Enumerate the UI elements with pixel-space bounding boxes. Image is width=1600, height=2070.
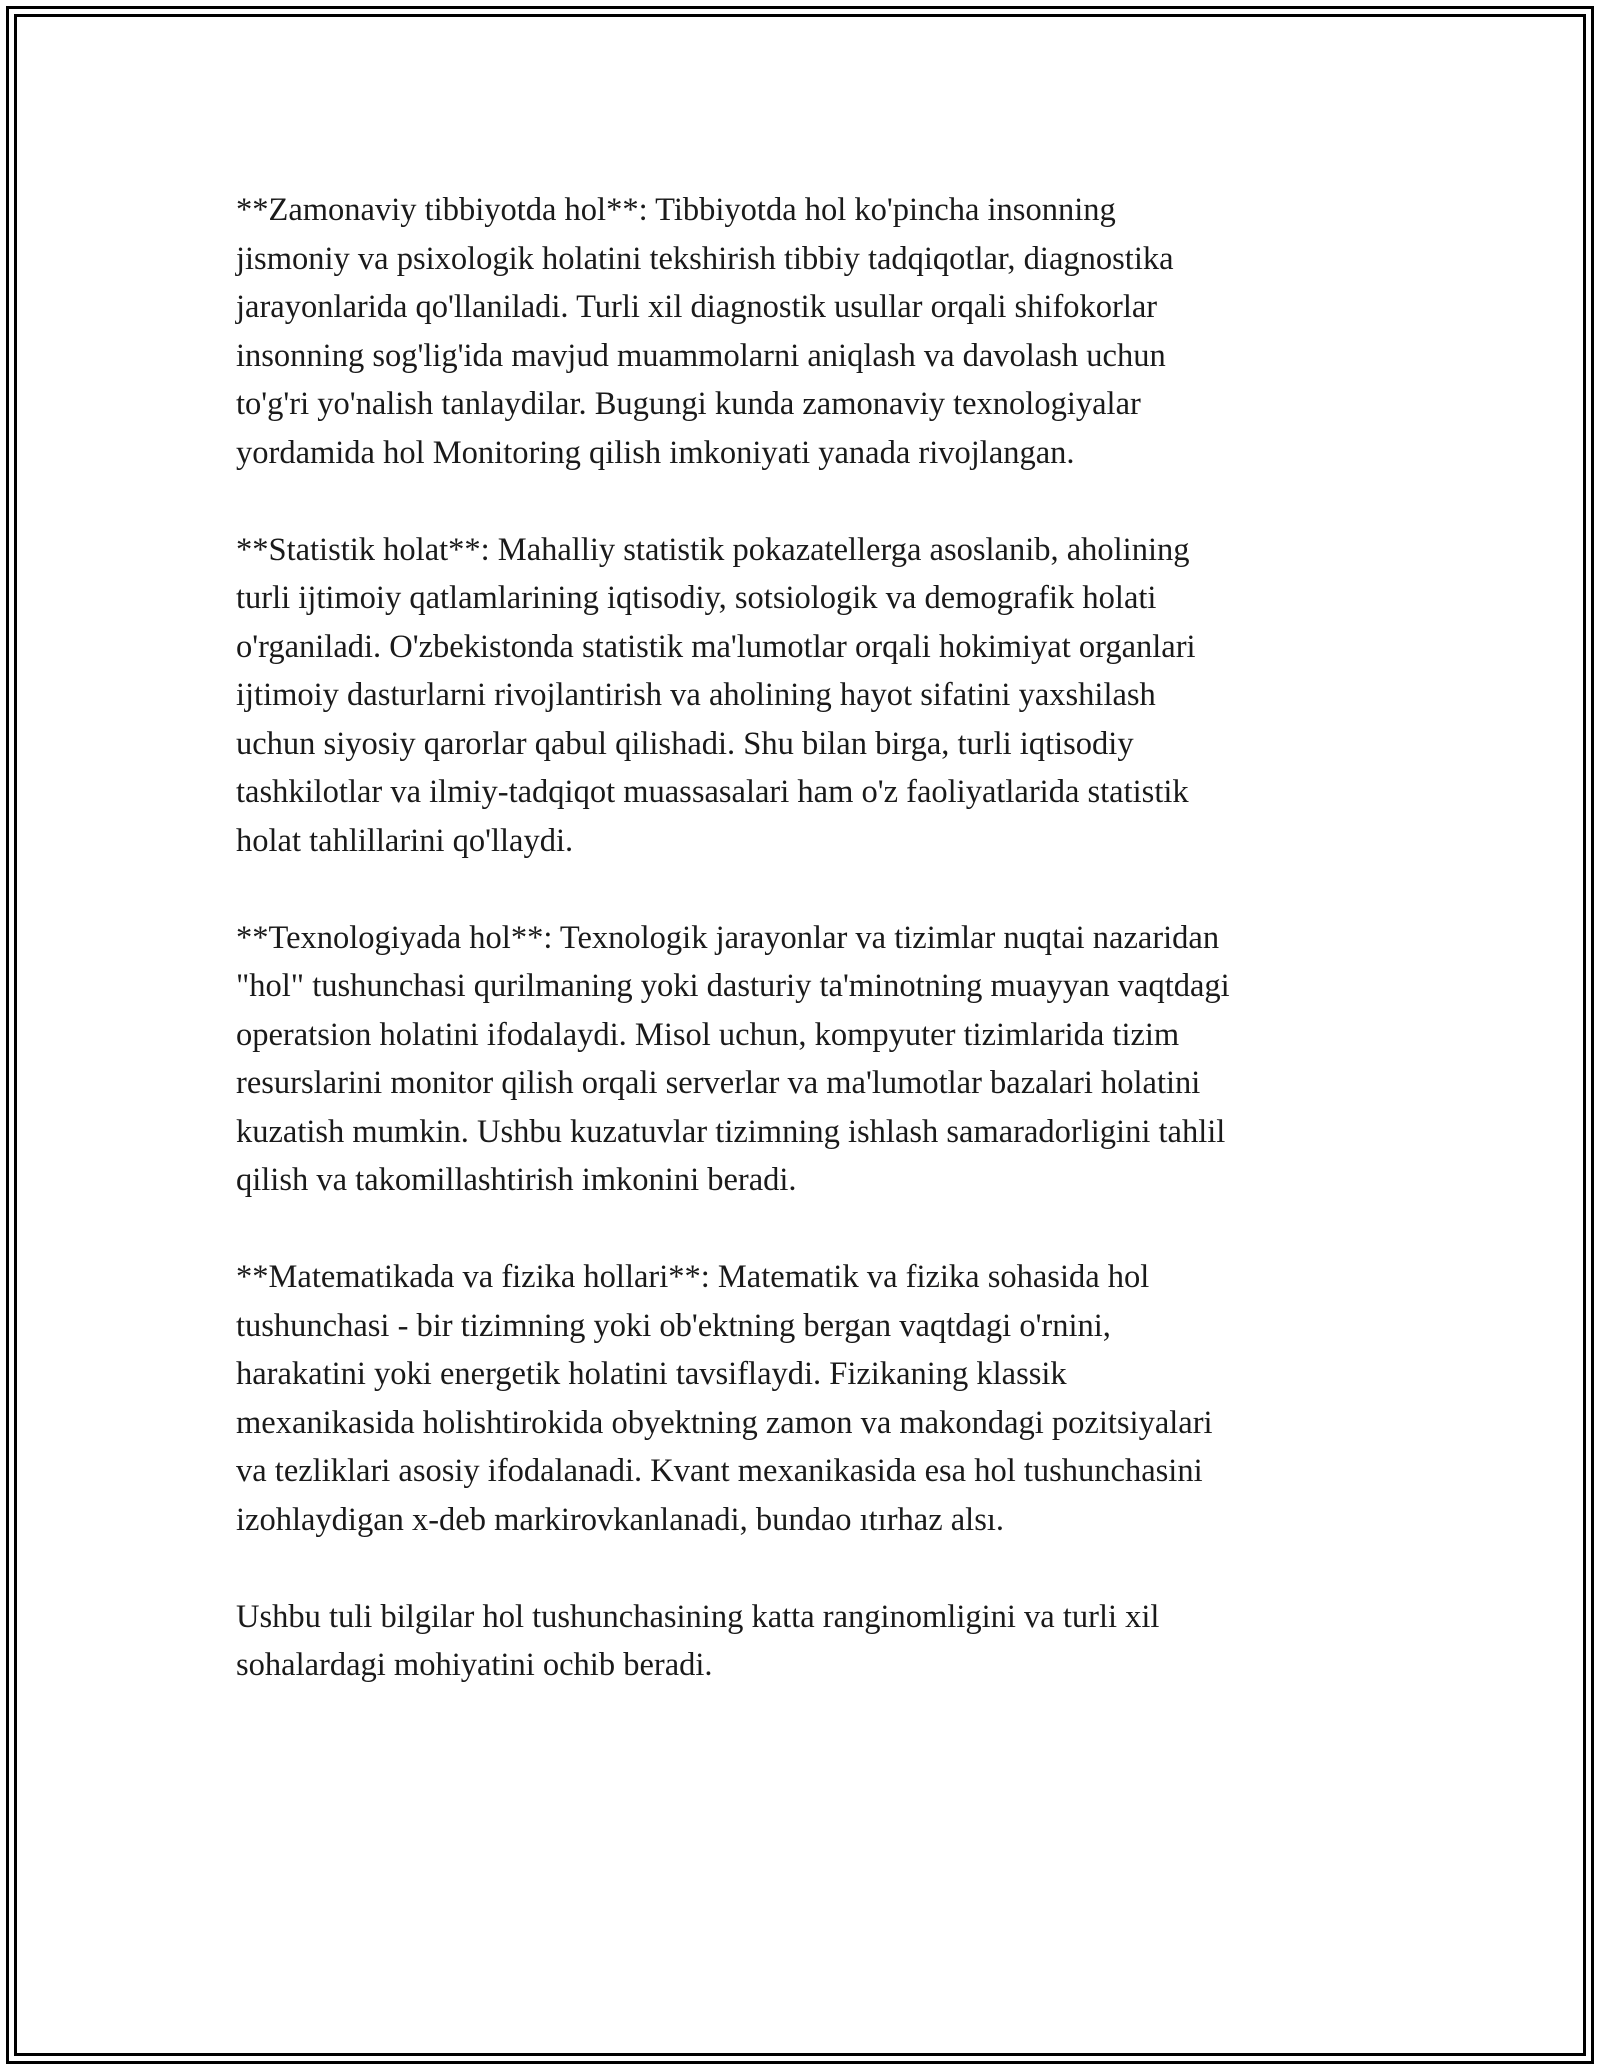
paragraph-conclusion: Ushbu tuli bilgilar hol tushunchasining katta ranginomligini va turli xil sohalardagi mohiyatini ochib beradi. [236,1598,1160,1683]
paragraph-statistics: **Statistik holat**: Mahalliy statistik pokazatellerga asoslanib, aholining turli ijtimoiy qatlamlarining iqtisodiy, sotsiologik va demografik holati o'rganiladi. O'zbekistonda statistik ma'lumotlar orqali hokimiyat organlari ijtimoiy dasturlarni rivojlantirish va aholining hayot sifatini yaxshilash uchun siyosiy qarorlar qabul qilishadi. Shu bilan birga, turli iqtisodiy tashkilotlar va ilmiy-tadqiqot muassasalari ham o'z faoliyatlarida statistik holat tahlillarini qo'llaydi. [236,531,1196,859]
document-body [236,186,1376,1738]
paragraph-technology: **Texnologiyada hol**: Texnologik jarayonlar va tizimlar nuqtai nazaridan "hol" tushunchasi qurilmaning yoki dasturiy ta'minotning muayyan vaqtdagi operatsion holatini ifodalaydi. Misol uchun, kompyuter tizimlarida tizim resurslarini monitor qilish orqali serverlar va ma'lumotlar bazalari holatini kuzatish mumkin. Ushbu kuzatuvlar tizimning ishlash samaradorligini tahlil qilish va takomillashtirish imkonini beradi. [236,919,1230,1198]
paragraph-medicine: **Zamonaviy tibbiyotda hol**: Tibbiyotda hol ko'pincha insonning jismoniy va psixologik holatini tekshirish tibbiy tadqiqotlar, diagnostika jarayonlarida qo'llaniladi. Turli xil diagnostik usullar orqali shifokorlar insonning sog'lig'ida mavjud muammolarni aniqlash va davolash uchun to'g'ri yo'nalish tanlaydilar. Bugungi kunda zamonaviy texnologiyalar yordamida hol Monitoring qilish imkoniyati yanada rivojlangan. [236,192,1174,471]
paragraph-math-physics: **Matematikada va fizika hollari**: Matematik va fizika sohasida hol tushunchasi - bir tizimning yoki ob'ektning bergan vaqtdagi o'rnini, harakatini yoki energetik holatini tavsiflaydi. Fizikaning klassik mexanikasida holishtirokida obyektning zamon va makondagi pozitsiyalari va tezliklari asosiy ifodalanadi. Kvant mexanikasida esa hol tushunchasini izohlaydigan x-deb markirovkanlanadi, bundao ıtırhaz alsı. [236,1259,1213,1538]
